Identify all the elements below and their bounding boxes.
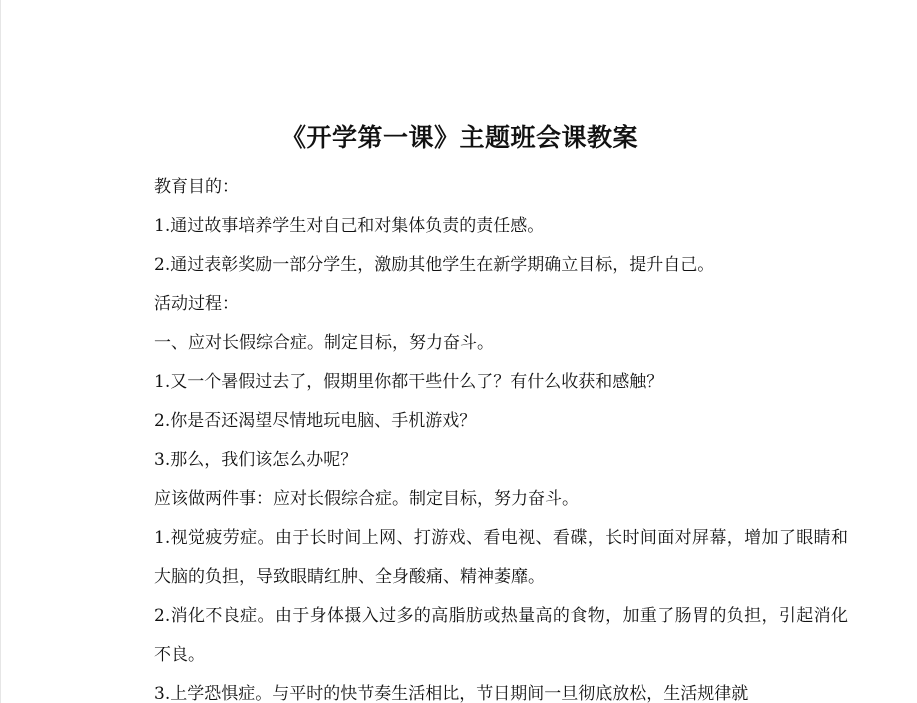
paragraph-education-goal-heading: 教育目的： <box>154 177 239 197</box>
document-title: 《开学第一课》主题班会课教案 <box>280 123 638 152</box>
paragraph-symptom-1: 1.视觉疲劳症。由于长时间上网、打游戏、看电视、看碟，长时间面对屏幕，增加了眼睛和大脑的负担，导致眼睛红肿、全身酸痛、精神萎靡。 <box>154 528 848 587</box>
paragraph-question-3: 3.那么，我们该怎么办呢？ <box>154 450 358 470</box>
paragraph-symptom-2: 2.消化不良症。由于身体摄入过多的高脂肪或热量高的食物，加重了肠胃的负担，引起消化不良。 <box>154 606 848 665</box>
paragraph-goal-2: 2.通过表彰奖励一部分学生，激励其他学生在新学期确立目标，提升自己。 <box>154 255 715 275</box>
paragraph-question-2: 2.你是否还渴望尽情地玩电脑、手机游戏？ <box>154 411 477 431</box>
paragraph-section-1-heading: 一、应对长假综合症。制定目标，努力奋斗。 <box>154 333 494 353</box>
paragraph-activity-heading: 活动过程： <box>154 294 239 314</box>
paragraph-two-things: 应该做两件事：应对长假综合症。制定目标，努力奋斗。 <box>154 489 579 509</box>
document-body <box>154 168 848 703</box>
paragraph-goal-1: 1.通过故事培养学生对自己和对集体负责的责任感。 <box>154 216 545 236</box>
paragraph-question-1: 1.又一个暑假过去了，假期里你都干些什么了？有什么收获和感触？ <box>154 372 664 392</box>
paragraph-symptom-3: 3.上学恐惧症。与平时的快节奏生活相比，节日期间一旦彻底放松，生活规律就 <box>154 684 749 703</box>
